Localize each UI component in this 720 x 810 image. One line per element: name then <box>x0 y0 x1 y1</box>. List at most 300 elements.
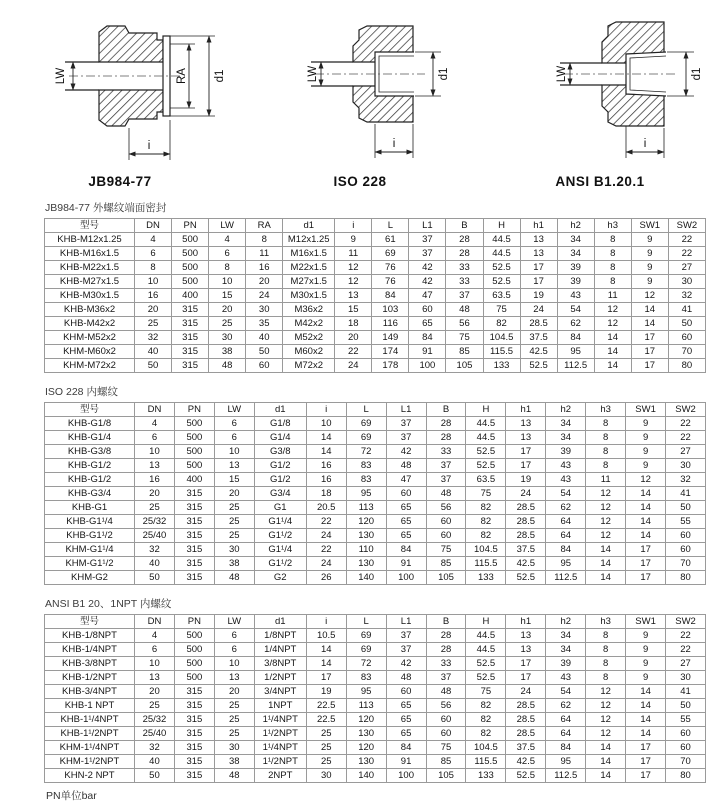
model-cell: KHB-G1/2 <box>45 473 135 487</box>
value-cell: 37 <box>426 459 466 473</box>
value-cell: 60 <box>426 529 466 543</box>
value-cell: 52.5 <box>506 571 546 585</box>
value-cell: 33 <box>446 275 483 289</box>
value-cell: 315 <box>174 713 214 727</box>
model-cell: KHB-M30x1.5 <box>45 289 135 303</box>
model-cell: KHB-1/8NPT <box>45 629 135 643</box>
value-cell: 8 <box>594 261 631 275</box>
value-cell: 27 <box>666 657 706 671</box>
column-header: PN <box>174 615 214 629</box>
value-cell: 95 <box>546 557 586 571</box>
value-cell: 84 <box>546 741 586 755</box>
value-cell: 14 <box>586 543 626 557</box>
value-cell: 14 <box>626 713 666 727</box>
value-cell: 63.5 <box>483 289 520 303</box>
header-row <box>45 219 706 233</box>
value-cell: 69 <box>346 643 386 657</box>
value-cell: 12 <box>586 685 626 699</box>
value-cell: 44.5 <box>466 629 506 643</box>
value-cell: 500 <box>172 233 209 247</box>
value-cell: 1/2NPT <box>254 671 306 685</box>
tables-section <box>44 200 706 783</box>
value-cell: 315 <box>172 359 209 373</box>
value-cell: 75 <box>466 685 506 699</box>
value-cell: 84 <box>386 741 426 755</box>
value-cell: 20 <box>135 303 172 317</box>
column-header: 型号 <box>45 615 135 629</box>
value-cell: 22 <box>668 247 705 261</box>
value-cell: 20 <box>335 331 372 345</box>
model-cell: KHM-M72x2 <box>45 359 135 373</box>
value-cell: 24 <box>506 685 546 699</box>
value-cell: 80 <box>666 769 706 783</box>
value-cell: 60 <box>386 685 426 699</box>
value-cell: 17 <box>306 671 346 685</box>
value-cell: 38 <box>214 557 254 571</box>
value-cell: 25 <box>306 727 346 741</box>
value-cell: 6 <box>135 643 175 657</box>
value-cell: 50 <box>246 345 283 359</box>
value-cell: 6 <box>214 643 254 657</box>
value-cell: 6 <box>135 431 175 445</box>
value-cell: 17 <box>631 331 668 345</box>
value-cell: M12x1.25 <box>283 233 335 247</box>
value-cell: 43 <box>546 459 586 473</box>
value-cell: 12 <box>586 727 626 741</box>
model-cell: KHB-G1/8 <box>45 417 135 431</box>
value-cell: 103 <box>372 303 409 317</box>
value-cell: 65 <box>386 501 426 515</box>
column-header: 型号 <box>45 403 135 417</box>
value-cell: 25 <box>306 741 346 755</box>
value-cell: 42 <box>386 657 426 671</box>
value-cell: 315 <box>174 515 214 529</box>
value-cell: 315 <box>174 557 214 571</box>
value-cell: 40 <box>246 331 283 345</box>
value-cell: 64 <box>546 727 586 741</box>
model-cell: KHB-M36x2 <box>45 303 135 317</box>
value-cell: 17 <box>626 741 666 755</box>
model-cell: KHB-M12x1.25 <box>45 233 135 247</box>
value-cell: 50 <box>668 317 705 331</box>
value-cell: 6 <box>214 629 254 643</box>
model-cell: KHB-G3/4 <box>45 487 135 501</box>
value-cell: 56 <box>426 501 466 515</box>
dim-label-d1: d1 <box>438 67 450 81</box>
value-cell: 28 <box>446 247 483 261</box>
column-header: d1 <box>283 219 335 233</box>
value-cell: 500 <box>174 643 214 657</box>
value-cell: 75 <box>446 331 483 345</box>
value-cell: G1¹/4 <box>254 515 306 529</box>
value-cell: 17 <box>520 275 557 289</box>
value-cell: 12 <box>586 501 626 515</box>
header-row <box>45 615 706 629</box>
value-cell: M16x1.5 <box>283 247 335 261</box>
value-cell: 4 <box>135 233 172 247</box>
value-cell: 65 <box>386 529 426 543</box>
value-cell: 20 <box>135 685 175 699</box>
value-cell: 60 <box>386 487 426 501</box>
table-row <box>45 303 706 317</box>
value-cell: 56 <box>426 699 466 713</box>
value-cell: 4 <box>135 417 175 431</box>
value-cell: 8 <box>594 247 631 261</box>
value-cell: 25/32 <box>135 515 175 529</box>
model-cell: KHM-1¹/4NPT <box>45 741 135 755</box>
value-cell: 30 <box>214 543 254 557</box>
value-cell: 25 <box>214 501 254 515</box>
value-cell: 24 <box>306 529 346 543</box>
value-cell: 10 <box>214 445 254 459</box>
value-cell: 75 <box>426 543 466 557</box>
value-cell: 178 <box>372 359 409 373</box>
value-cell: 12 <box>586 515 626 529</box>
value-cell: 37 <box>446 289 483 303</box>
value-cell: 32 <box>135 331 172 345</box>
value-cell: 4 <box>135 629 175 643</box>
value-cell: 13 <box>520 233 557 247</box>
value-cell: 42 <box>409 261 446 275</box>
value-cell: 14 <box>586 571 626 585</box>
value-cell: 120 <box>346 713 386 727</box>
technical-drawing-ansi <box>485 4 715 172</box>
value-cell: 400 <box>172 289 209 303</box>
value-cell: 20.5 <box>306 501 346 515</box>
table-title-jb984: JB984-77 外螺纹端面密封 <box>45 202 167 214</box>
value-cell: 28.5 <box>506 515 546 529</box>
value-cell: 315 <box>174 727 214 741</box>
value-cell: 315 <box>172 303 209 317</box>
value-cell: 500 <box>174 431 214 445</box>
value-cell: 39 <box>557 275 594 289</box>
value-cell: 100 <box>409 359 446 373</box>
column-header: L <box>372 219 409 233</box>
value-cell: 44.5 <box>466 431 506 445</box>
value-cell: 9 <box>626 629 666 643</box>
value-cell: 17 <box>626 755 666 769</box>
table-row <box>45 543 706 557</box>
value-cell: 82 <box>466 699 506 713</box>
column-header: LW <box>214 403 254 417</box>
value-cell: 37 <box>426 473 466 487</box>
value-cell: 65 <box>386 699 426 713</box>
value-cell: 52.5 <box>466 671 506 685</box>
value-cell: 9 <box>626 459 666 473</box>
value-cell: 70 <box>666 557 706 571</box>
value-cell: 14 <box>631 317 668 331</box>
value-cell: 25 <box>214 727 254 741</box>
value-cell: 24 <box>306 557 346 571</box>
value-cell: 116 <box>372 317 409 331</box>
value-cell: 17 <box>506 671 546 685</box>
value-cell: 14 <box>626 699 666 713</box>
value-cell: G3/8 <box>254 445 306 459</box>
table-row <box>45 275 706 289</box>
value-cell: 12 <box>631 289 668 303</box>
dim-label-d1: d1 <box>691 67 703 81</box>
value-cell: 85 <box>426 755 466 769</box>
table-row <box>45 247 706 261</box>
header-row <box>45 403 706 417</box>
value-cell: 8 <box>594 233 631 247</box>
value-cell: 28 <box>426 643 466 657</box>
value-cell: 13 <box>135 671 175 685</box>
value-cell: 113 <box>346 501 386 515</box>
value-cell: 15 <box>335 303 372 317</box>
value-cell: G1 <box>254 501 306 515</box>
spec-table-jb984 <box>44 218 706 373</box>
value-cell: 17 <box>626 557 666 571</box>
value-cell: 9 <box>626 445 666 459</box>
value-cell: G1/4 <box>254 431 306 445</box>
value-cell: 38 <box>214 755 254 769</box>
value-cell: 20 <box>246 275 283 289</box>
value-cell: 34 <box>546 629 586 643</box>
value-cell: 32 <box>135 741 175 755</box>
spec-table-ansi <box>44 614 706 783</box>
value-cell: 56 <box>446 317 483 331</box>
value-cell: 82 <box>466 713 506 727</box>
column-header: LW <box>209 219 246 233</box>
value-cell: 19 <box>306 685 346 699</box>
value-cell: 17 <box>626 543 666 557</box>
column-header: h1 <box>520 219 557 233</box>
value-cell: 500 <box>174 629 214 643</box>
value-cell: 174 <box>372 345 409 359</box>
column-header: i <box>306 615 346 629</box>
value-cell: 6 <box>209 247 246 261</box>
value-cell: 8 <box>594 275 631 289</box>
table-row <box>45 289 706 303</box>
value-cell: 76 <box>372 261 409 275</box>
value-cell: 25 <box>214 699 254 713</box>
column-header: h3 <box>594 219 631 233</box>
dim-label-lw: LW <box>55 67 67 85</box>
value-cell: 25 <box>209 317 246 331</box>
value-cell: 44.5 <box>483 233 520 247</box>
value-cell: 95 <box>546 755 586 769</box>
dimension-lw <box>556 63 570 85</box>
value-cell: 84 <box>546 543 586 557</box>
value-cell: 27 <box>668 261 705 275</box>
value-cell: 19 <box>506 473 546 487</box>
value-cell: 28.5 <box>506 699 546 713</box>
value-cell: 60 <box>426 515 466 529</box>
value-cell: 37 <box>386 431 426 445</box>
value-cell: 22 <box>306 543 346 557</box>
part-body-section <box>311 26 425 122</box>
spec-table-iso228 <box>44 402 706 585</box>
value-cell: 34 <box>546 643 586 657</box>
value-cell: 12 <box>586 487 626 501</box>
value-cell: 48 <box>426 487 466 501</box>
value-cell: 112.5 <box>546 769 586 783</box>
value-cell: 62 <box>557 317 594 331</box>
value-cell: 13 <box>506 643 546 657</box>
value-cell: 8 <box>135 261 172 275</box>
value-cell: 50 <box>666 501 706 515</box>
value-cell: 105 <box>426 571 466 585</box>
value-cell: 70 <box>666 755 706 769</box>
value-cell: 82 <box>466 515 506 529</box>
value-cell: 37.5 <box>520 331 557 345</box>
value-cell: 84 <box>372 289 409 303</box>
table-row <box>45 487 706 501</box>
value-cell: 41 <box>668 303 705 317</box>
column-header: PN <box>174 403 214 417</box>
value-cell: 9 <box>631 247 668 261</box>
value-cell: 60 <box>668 331 705 345</box>
value-cell: 37 <box>386 629 426 643</box>
table-row <box>45 699 706 713</box>
value-cell: 18 <box>306 487 346 501</box>
value-cell: 1¹/4NPT <box>254 713 306 727</box>
column-header: h3 <box>586 403 626 417</box>
table-row <box>45 417 706 431</box>
model-cell: KHB-3/8NPT <box>45 657 135 671</box>
model-cell: KHB-G1¹/4 <box>45 515 135 529</box>
value-cell: 65 <box>386 713 426 727</box>
value-cell: 315 <box>174 571 214 585</box>
value-cell: 17 <box>626 571 666 585</box>
value-cell: 315 <box>174 487 214 501</box>
value-cell: M52x2 <box>283 331 335 345</box>
model-cell: KHB-G1 <box>45 501 135 515</box>
value-cell: 104.5 <box>483 331 520 345</box>
model-cell: KHM-G2 <box>45 571 135 585</box>
column-header: L1 <box>386 615 426 629</box>
model-cell: KHB-G1¹/2 <box>45 529 135 543</box>
value-cell: 84 <box>386 543 426 557</box>
value-cell: 12 <box>594 317 631 331</box>
table-row <box>45 445 706 459</box>
value-cell: 8 <box>586 643 626 657</box>
dimension-lw <box>307 62 321 86</box>
model-cell: KHM-G1¹/2 <box>45 557 135 571</box>
value-cell: 65 <box>409 317 446 331</box>
value-cell: 1/8NPT <box>254 629 306 643</box>
column-header: RA <box>246 219 283 233</box>
value-cell: 130 <box>346 557 386 571</box>
table-row <box>45 657 706 671</box>
column-header: L1 <box>386 403 426 417</box>
value-cell: 9 <box>631 261 668 275</box>
dimension-i <box>129 120 170 160</box>
figure-caption: ANSI B1.20.1 <box>555 174 645 189</box>
model-cell: KHN-2 NPT <box>45 769 135 783</box>
value-cell: 48 <box>426 685 466 699</box>
drawings-row <box>0 0 720 189</box>
value-cell: 500 <box>174 417 214 431</box>
value-cell: 8 <box>586 657 626 671</box>
value-cell: 8 <box>246 233 283 247</box>
table-row <box>45 473 706 487</box>
value-cell: 133 <box>483 359 520 373</box>
value-cell: 113 <box>346 699 386 713</box>
value-cell: 112.5 <box>546 571 586 585</box>
value-cell: 12 <box>626 473 666 487</box>
value-cell: 6 <box>214 417 254 431</box>
value-cell: 65 <box>386 727 426 741</box>
value-cell: 64 <box>546 713 586 727</box>
value-cell: 14 <box>306 445 346 459</box>
value-cell: 6 <box>214 431 254 445</box>
value-cell: 13 <box>506 417 546 431</box>
value-cell: 9 <box>335 233 372 247</box>
value-cell: 105 <box>426 769 466 783</box>
value-cell: 60 <box>666 741 706 755</box>
value-cell: 9 <box>626 431 666 445</box>
column-header: h2 <box>546 615 586 629</box>
value-cell: 25 <box>135 501 175 515</box>
value-cell: 14 <box>586 769 626 783</box>
value-cell: 22.5 <box>306 713 346 727</box>
value-cell: 50 <box>135 571 175 585</box>
column-header: h2 <box>546 403 586 417</box>
value-cell: 34 <box>557 233 594 247</box>
value-cell: 17 <box>631 345 668 359</box>
value-cell: 37 <box>426 671 466 685</box>
model-cell: KHM-1¹/2NPT <box>45 755 135 769</box>
value-cell: 60 <box>409 303 446 317</box>
value-cell: 2NPT <box>254 769 306 783</box>
value-cell: 20 <box>135 487 175 501</box>
value-cell: 64 <box>546 529 586 543</box>
column-header: H <box>466 403 506 417</box>
value-cell: 130 <box>346 529 386 543</box>
value-cell: 13 <box>214 671 254 685</box>
table-title-iso228: ISO 228 内螺纹 <box>45 386 118 398</box>
value-cell: 60 <box>246 359 283 373</box>
value-cell: 16 <box>246 261 283 275</box>
column-header: B <box>446 219 483 233</box>
value-cell: 60 <box>666 543 706 557</box>
value-cell: 500 <box>174 459 214 473</box>
value-cell: 14 <box>631 303 668 317</box>
value-cell: 83 <box>346 671 386 685</box>
part-body-section <box>560 22 676 126</box>
model-cell: KHB-1¹/2NPT <box>45 727 135 741</box>
model-cell: KHB-1¹/4NPT <box>45 713 135 727</box>
value-cell: 315 <box>174 543 214 557</box>
value-cell: 3/8NPT <box>254 657 306 671</box>
value-cell: 39 <box>546 657 586 671</box>
table-row <box>45 727 706 741</box>
value-cell: 30 <box>209 331 246 345</box>
value-cell: 110 <box>346 543 386 557</box>
value-cell: 37 <box>386 417 426 431</box>
table-row <box>45 345 706 359</box>
value-cell: 37 <box>386 643 426 657</box>
value-cell: 4 <box>209 233 246 247</box>
value-cell: 16 <box>306 459 346 473</box>
value-cell: 104.5 <box>466 741 506 755</box>
value-cell: 28 <box>426 629 466 643</box>
dim-label-i: i <box>643 138 647 150</box>
value-cell: 28 <box>426 431 466 445</box>
value-cell: M42x2 <box>283 317 335 331</box>
value-cell: 60 <box>426 713 466 727</box>
value-cell: 30 <box>214 741 254 755</box>
value-cell: 85 <box>426 557 466 571</box>
value-cell: 500 <box>174 671 214 685</box>
value-cell: 22 <box>666 643 706 657</box>
value-cell: 28 <box>446 233 483 247</box>
figure-ansi <box>480 4 720 189</box>
value-cell: 16 <box>135 289 172 303</box>
value-cell: 14 <box>626 501 666 515</box>
